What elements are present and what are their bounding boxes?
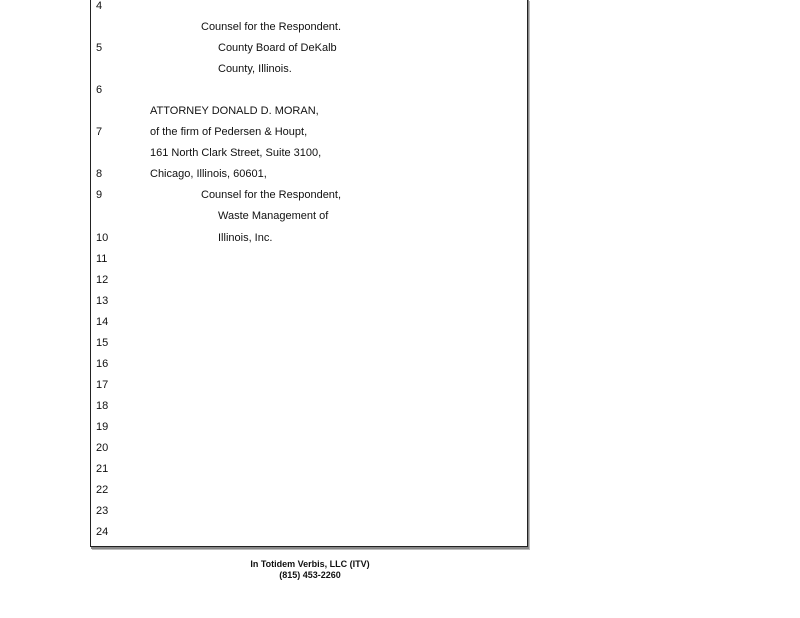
- client-line: Waste Management of: [218, 210, 329, 222]
- line-number: 4: [96, 0, 103, 12]
- line-number: 8: [96, 168, 103, 180]
- line-number: 9: [96, 189, 103, 201]
- line-number: 6: [96, 84, 103, 96]
- counsel-line: Counsel for the Respondent,: [201, 189, 342, 201]
- client-line: Illinois, Inc.: [218, 232, 273, 244]
- line-number: 16: [96, 358, 109, 370]
- line-number: 11: [96, 253, 108, 265]
- line-number: 17: [96, 379, 109, 391]
- line-number: 15: [96, 337, 109, 349]
- counsel-line: Counsel for the Respondent.: [201, 21, 342, 33]
- client-line: County Board of DeKalb: [218, 42, 337, 54]
- transcript-page: [90, 0, 528, 547]
- line-number: 22: [96, 484, 109, 496]
- footer-company: In Totidem Verbis, LLC (ITV): [250, 559, 370, 569]
- address-line: 161 North Clark Street, Suite 3100,: [150, 147, 322, 159]
- line-number: 10: [96, 232, 109, 244]
- footer-phone: (815) 453-2260: [279, 570, 341, 580]
- address-line: Chicago, Illinois, 60601,: [150, 168, 267, 180]
- line-number: 7: [96, 126, 103, 138]
- line-number: 5: [96, 42, 103, 54]
- client-line: County, Illinois.: [218, 63, 292, 75]
- line-number: 23: [96, 505, 109, 517]
- line-number: 13: [96, 295, 109, 307]
- line-number: 12: [96, 274, 109, 286]
- line-number: 24: [96, 526, 109, 538]
- line-number: 14: [96, 316, 109, 328]
- firm-line: of the firm of Pedersen & Houpt,: [150, 126, 308, 138]
- line-number: 21: [96, 463, 109, 475]
- line-number: 18: [96, 400, 109, 412]
- attorney-name: ATTORNEY DONALD D. MORAN,: [150, 105, 319, 117]
- line-number: 19: [96, 421, 109, 433]
- line-number: 20: [96, 442, 109, 454]
